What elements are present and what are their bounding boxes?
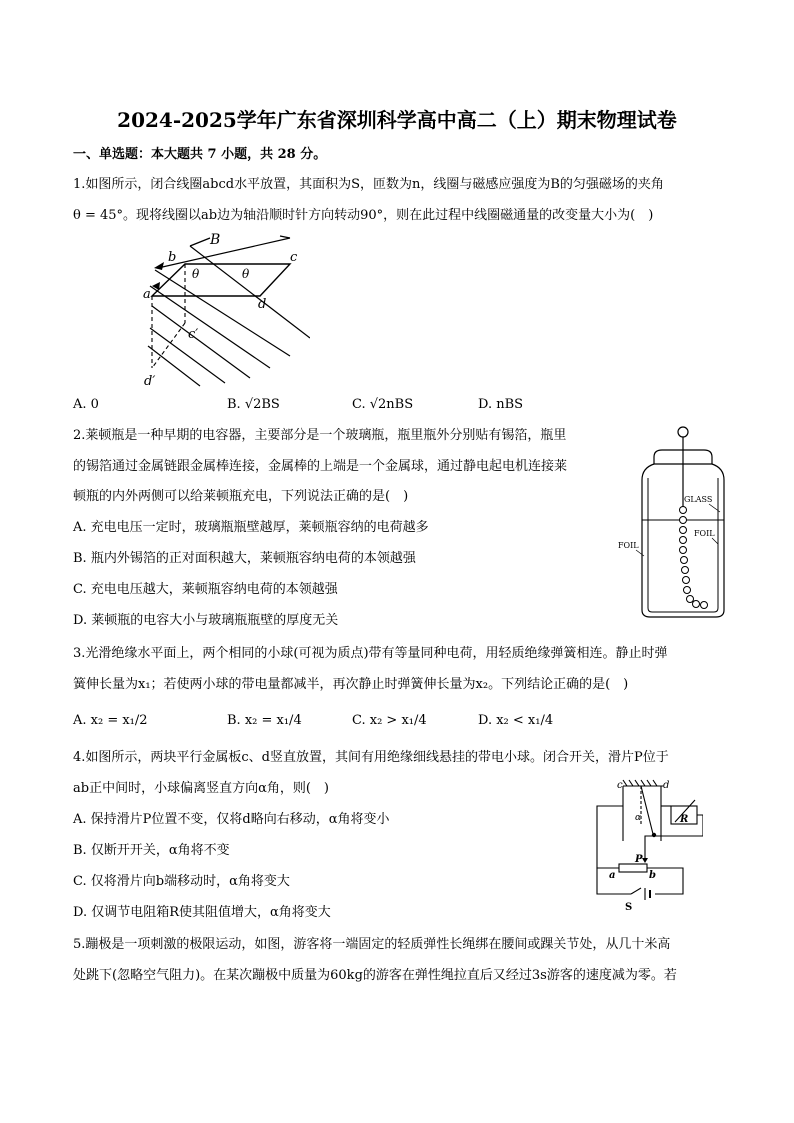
q4-option-b: B. 仅断开开关，α角将不变 bbox=[73, 843, 230, 858]
q3-option-d: D. x₂ < x₁/4 bbox=[478, 713, 554, 728]
q2-text-line3: 顿瓶的内外两侧可以给莱顿瓶充电，下列说法正确的是( ) bbox=[73, 489, 409, 504]
q2-leyden-jar-figure bbox=[614, 422, 734, 622]
q1-option-a: A. 0 bbox=[73, 397, 99, 412]
q3-option-b: B. x₂ = x₁/4 bbox=[227, 713, 302, 728]
q1-label-c: c bbox=[290, 250, 298, 265]
q1-label-c-prime: c′ bbox=[188, 327, 199, 342]
q4-option-a: A. 保持滑片P位置不变，仅将d略向右移动，α角将变小 bbox=[73, 812, 390, 827]
q4-label-c: c bbox=[617, 780, 623, 791]
q4-text-line1: 4.如图所示，两块平行金属板c、d竖直放置，其间有用绝缘细线悬挂的带电小球。闭合开关，滑片P位于 bbox=[73, 750, 669, 765]
q2-text-line2: 的锡箔通过金属链跟金属棒连接，金属棒的上端是一个金属球，通过静电起电机连接莱 bbox=[73, 459, 568, 474]
q2-label-foil-left: FOIL bbox=[618, 541, 639, 550]
q1-figure bbox=[130, 228, 310, 390]
q5-text-line2: 处跳下(忽略空气阻力)。在某次蹦极中质量为60kg的游客在弹性绳拉直后又经过3s游客的速度减为零。若 bbox=[73, 968, 677, 983]
q1-text-line1: 1.如图所示，闭合线圈abcd水平放置，其面积为S，匝数为n，线圈与磁感应强度为B的匀强磁场的夹角 bbox=[73, 177, 664, 192]
q2-text-line1: 2.莱顿瓶是一种早期的电容器，主要部分是一个玻璃瓶，瓶里瓶外分别贴有锡箔，瓶里 bbox=[73, 428, 567, 443]
q4-text-line2: ab正中间时，小球偏离竖直方向α角，则( ) bbox=[73, 781, 329, 796]
q4-label-a: a bbox=[609, 870, 616, 881]
q1-label-B: B bbox=[210, 232, 221, 248]
q3-option-a: A. x₂ = x₁/2 bbox=[73, 713, 148, 728]
q2-option-b: B. 瓶内外锡箔的正对面积越大，莱顿瓶容纳电荷的本领越强 bbox=[73, 551, 416, 566]
q1-label-theta: θ bbox=[192, 267, 200, 281]
q2-label-foil-right: FOIL bbox=[694, 529, 715, 538]
q4-option-d: D. 仅调节电阻箱R使其阻值增大，α角将变大 bbox=[73, 905, 331, 920]
section-heading: 一、单选题：本大题共 7 小题，共 28 分。 bbox=[73, 147, 327, 162]
q4-label-d: d bbox=[663, 780, 670, 791]
q4-option-c: C. 仅将滑片向b端移动时，α角将变大 bbox=[73, 874, 290, 889]
q1-label-theta-2: θ bbox=[242, 267, 250, 281]
q1-option-c: C. √2nBS bbox=[352, 397, 414, 412]
q4-label-S: S bbox=[625, 902, 633, 913]
q4-label-b: b bbox=[649, 870, 656, 881]
q2-option-c: C. 充电电压越大，莱顿瓶容纳电荷的本领越强 bbox=[73, 582, 338, 597]
q5-text-line1: 5.蹦极是一项刺激的极限运动，如图，游客将一端固定的轻质弹性长绳绑在腰间或踝关节处，从几十米高 bbox=[73, 937, 671, 952]
q1-option-b: B. √2BS bbox=[227, 397, 280, 412]
q1-label-a: a bbox=[143, 287, 151, 302]
q4-circuit-figure bbox=[583, 776, 703, 914]
q3-option-c: C. x₂ > x₁/4 bbox=[352, 713, 427, 728]
q3-text-line1: 3.光滑绝缘水平面上，两个相同的小球(可视为质点)带有等量同种电荷，用轻质绝缘弹簧相连。静止时弹 bbox=[73, 646, 668, 661]
q1-label-b: b bbox=[168, 250, 177, 265]
q1-text-line2: θ = 45°。现将线圈以ab边为轴沿顺时针方向转动90°，则在此过程中线圈磁通量的改变量大小为( ) bbox=[73, 208, 654, 223]
q1-label-d-prime: d′ bbox=[144, 374, 156, 389]
q4-label-P: P bbox=[635, 854, 643, 865]
q2-label-glass: GLASS bbox=[684, 495, 713, 504]
page-title: 2024-2025学年广东省深圳科学高中高二（上）期末物理试卷 bbox=[117, 108, 677, 132]
q2-option-a: A. 充电电压一定时，玻璃瓶瓶壁越厚，莱顿瓶容纳的电荷越多 bbox=[73, 520, 429, 535]
q1-label-d: d bbox=[258, 297, 267, 312]
q1-option-d: D. nBS bbox=[478, 397, 524, 412]
q2-option-d: D. 莱顿瓶的电容大小与玻璃瓶瓶壁的厚度无关 bbox=[73, 613, 339, 628]
q4-label-R: R bbox=[680, 814, 689, 825]
q4-label-alpha: α bbox=[635, 813, 642, 823]
q3-text-line2: 簧伸长量为x₁；若使两小球的带电量都减半，再次静止时弹簧伸长量为x₂。下列结论正确的是( ) bbox=[73, 677, 629, 692]
